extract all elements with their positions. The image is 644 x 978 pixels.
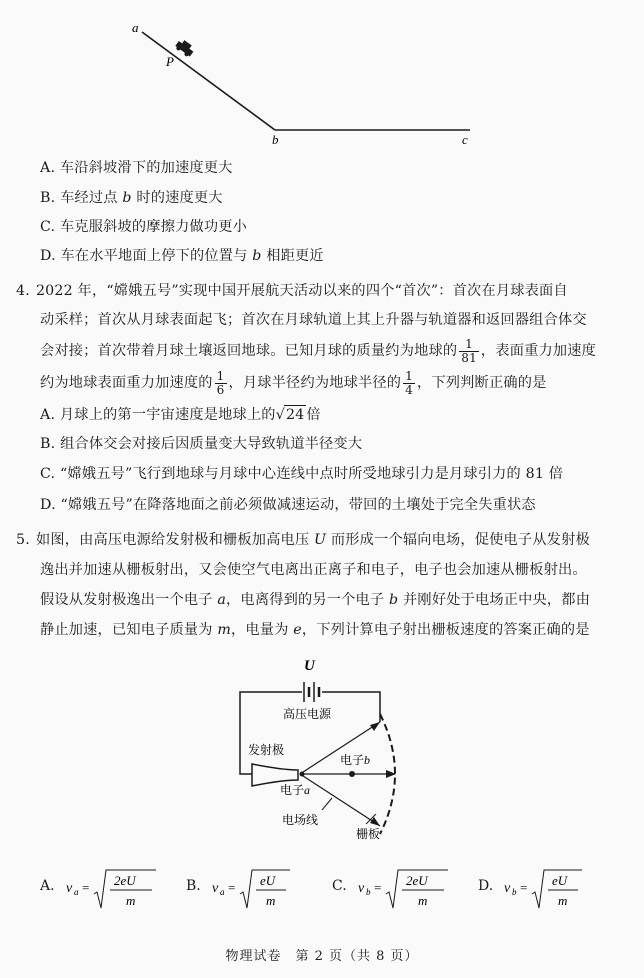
electron-b-label: 电子b (340, 753, 371, 767)
battery-icon (304, 682, 319, 702)
fraction-denominator: 81 (461, 350, 477, 365)
voltage-label: U (304, 658, 315, 674)
circuit-figure (230, 652, 410, 842)
option-letter: A. (40, 160, 56, 176)
option-text: “嫦娥五号”飞行到地球与月球中心连线中点时所受地球引力是月球引力的 81 倍 (59, 466, 564, 482)
q5-option-a (40, 868, 160, 912)
q5-line-3 (40, 591, 590, 609)
option-letter: A. (40, 878, 55, 894)
question-variable: a (217, 592, 227, 608)
formula-denominator: m (418, 893, 428, 908)
formula-numerator: 2eU (114, 873, 136, 888)
point-b-label: b (272, 132, 279, 147)
option-letter: D. (40, 248, 56, 264)
q4-option-a (40, 405, 321, 424)
option-letter: C. (40, 219, 56, 235)
formula-numerator: eU (260, 873, 276, 888)
point-c-label: c (462, 132, 468, 147)
formula-b (210, 868, 296, 912)
formula-equals: = (374, 880, 382, 895)
formula-subscript: a (74, 887, 79, 897)
incline-line (142, 32, 275, 130)
question-number: 4. (16, 283, 30, 299)
q5-option-d (478, 868, 588, 912)
fraction-1-6 (215, 370, 227, 397)
fraction-denominator: 6 (216, 382, 225, 397)
question-variable: b (389, 592, 399, 608)
q5-option-c (332, 868, 452, 912)
q5-line-2 (40, 561, 587, 579)
formula-equals: = (82, 880, 90, 895)
option-text: “嫦娥五号”在降落地面之前必须做减速运动，带回的土壤处于完全失重状态 (60, 497, 536, 513)
formula-v: v (358, 881, 365, 896)
question-text: ，月球半径约为地球半径的 (228, 375, 402, 391)
question-number: 5. (16, 532, 30, 548)
incline-figure (120, 22, 490, 152)
question-text: 约为地球表面重力加速度的 (40, 375, 213, 391)
field-line-leader (322, 798, 332, 810)
formula-denominator: m (558, 893, 568, 908)
field-line-label: 电场线 (282, 813, 319, 827)
question-text: ，电离得到的另一个电子 (226, 592, 390, 608)
grid-label: 栅板 (356, 827, 381, 841)
option-letter: C. (332, 878, 347, 894)
q4-line-4 (40, 368, 547, 398)
option-text-end: 相距更近 (261, 248, 324, 264)
question-text: 动采样；首次从月球表面起飞；首次在月球轨道上其上升器与轨道器和返回器组合体交 (40, 312, 587, 328)
q4-line-1 (16, 282, 568, 300)
circuit-wire-left (240, 692, 302, 774)
formula-numerator: 2eU (406, 873, 428, 888)
formula-v: v (504, 881, 511, 896)
q4-line-3 (40, 336, 596, 366)
question-text-end: 并刚好处于电场正中央，都由 (398, 592, 591, 608)
formula-equals: = (228, 880, 236, 895)
question-text: ，表面重力加速度 (480, 343, 597, 359)
formula-denominator: m (266, 893, 276, 908)
fraction-1-81 (459, 338, 479, 365)
q3-option-c (40, 218, 247, 236)
electron-a-dot (300, 772, 305, 777)
fraction-denominator: 4 (405, 382, 413, 397)
fraction-numerator: 1 (405, 368, 413, 383)
car-icon (174, 38, 196, 58)
question-text-end: ，下列计算电子射出栅板速度的答案正确的是 (301, 622, 590, 638)
q4-line-2 (40, 311, 587, 329)
option-variable: b (252, 248, 262, 264)
question-text: 静止加速，已知电子质量为 (40, 622, 218, 638)
option-text-end: 倍 (306, 407, 321, 423)
option-letter: D. (478, 878, 494, 894)
q5-line-1 (16, 531, 590, 549)
question-variable: e (293, 622, 302, 638)
sqrt-sign: √ (275, 407, 285, 423)
question-text: 会对接；首次带着月球土壤返回地球。已知月球的质量约为地球的 (40, 343, 458, 359)
q3-option-d (40, 247, 324, 265)
q5-option-b (186, 868, 296, 912)
formula-v: v (66, 881, 73, 896)
sqrt-value: 24 (285, 407, 305, 423)
option-text-end: 时的速度更大 (131, 190, 223, 206)
question-variable: m (217, 622, 232, 638)
q5-line-4 (40, 621, 590, 639)
fraction-numerator: 1 (216, 368, 225, 383)
option-text: 组合体交会对接后因质量变大导致轨道半径变大 (60, 436, 363, 452)
option-text: 月球上的第一宇宙速度是地球上的 (59, 407, 276, 423)
question-text: ，电量为 (231, 622, 294, 638)
q3-option-a (40, 159, 233, 177)
power-source-label: 高压电源 (283, 707, 332, 721)
formula-subscript: b (512, 887, 517, 897)
formula-numerator: eU (552, 873, 568, 888)
fraction-1-4 (403, 370, 415, 397)
formula-c (356, 868, 452, 912)
electron-b-dot (349, 771, 355, 777)
emitter-label: 发射极 (248, 743, 285, 757)
question-text: 逸出并加速从栅板射出，又会使空气电离出正离子和电子，电子也会加速从栅板射出。 (40, 562, 587, 578)
q4-option-c (40, 465, 563, 483)
q4-option-d (40, 496, 536, 514)
option-variable: b (122, 190, 132, 206)
question-variable: U (314, 532, 327, 548)
arrowhead-upper (370, 722, 380, 731)
option-letter: B. (186, 878, 201, 894)
formula-denominator: m (126, 893, 136, 908)
option-text: 车沿斜坡滑下的加速度更大 (59, 160, 233, 176)
point-p-label: P (166, 54, 174, 69)
formula-d (502, 868, 588, 912)
option-letter: B. (40, 436, 56, 452)
option-letter: B. (40, 190, 56, 206)
q4-option-b (40, 435, 362, 453)
electron-a-label: 电子a (280, 783, 311, 797)
option-text: 车克服斜坡的摩擦力做功更小 (59, 219, 248, 235)
page-footer: 物理试卷 第 2 页（共 8 页） (225, 949, 419, 964)
point-a-label: a (132, 22, 139, 35)
question-text: ，下列判断正确的是 (417, 375, 547, 391)
formula-v: v (212, 881, 219, 896)
option-letter: A. (40, 407, 56, 423)
option-text: 车在水平地面上停下的位置与 (60, 248, 253, 264)
question-text-end: 而形成一个辐向电场，促使电子从发射极 (326, 532, 590, 548)
q3-option-b (40, 189, 223, 207)
option-letter: D. (40, 497, 56, 513)
formula-equals: = (520, 880, 528, 895)
formula-subscript: b (366, 887, 371, 897)
fraction-numerator: 1 (459, 338, 479, 352)
question-text: 2022 年，“嫦娥五号”实现中国开展航天活动以来的四个“首次”：首次在月球表面自 (35, 283, 568, 299)
option-text: 车经过点 (60, 190, 123, 206)
question-text: 如图，由高压电源给发射极和栅板加高电压 (35, 532, 315, 548)
formula-a (64, 868, 160, 912)
formula-subscript: a (220, 887, 225, 897)
option-letter: C. (40, 466, 56, 482)
question-text: 假设从发射极逸出一个电子 (40, 592, 218, 608)
